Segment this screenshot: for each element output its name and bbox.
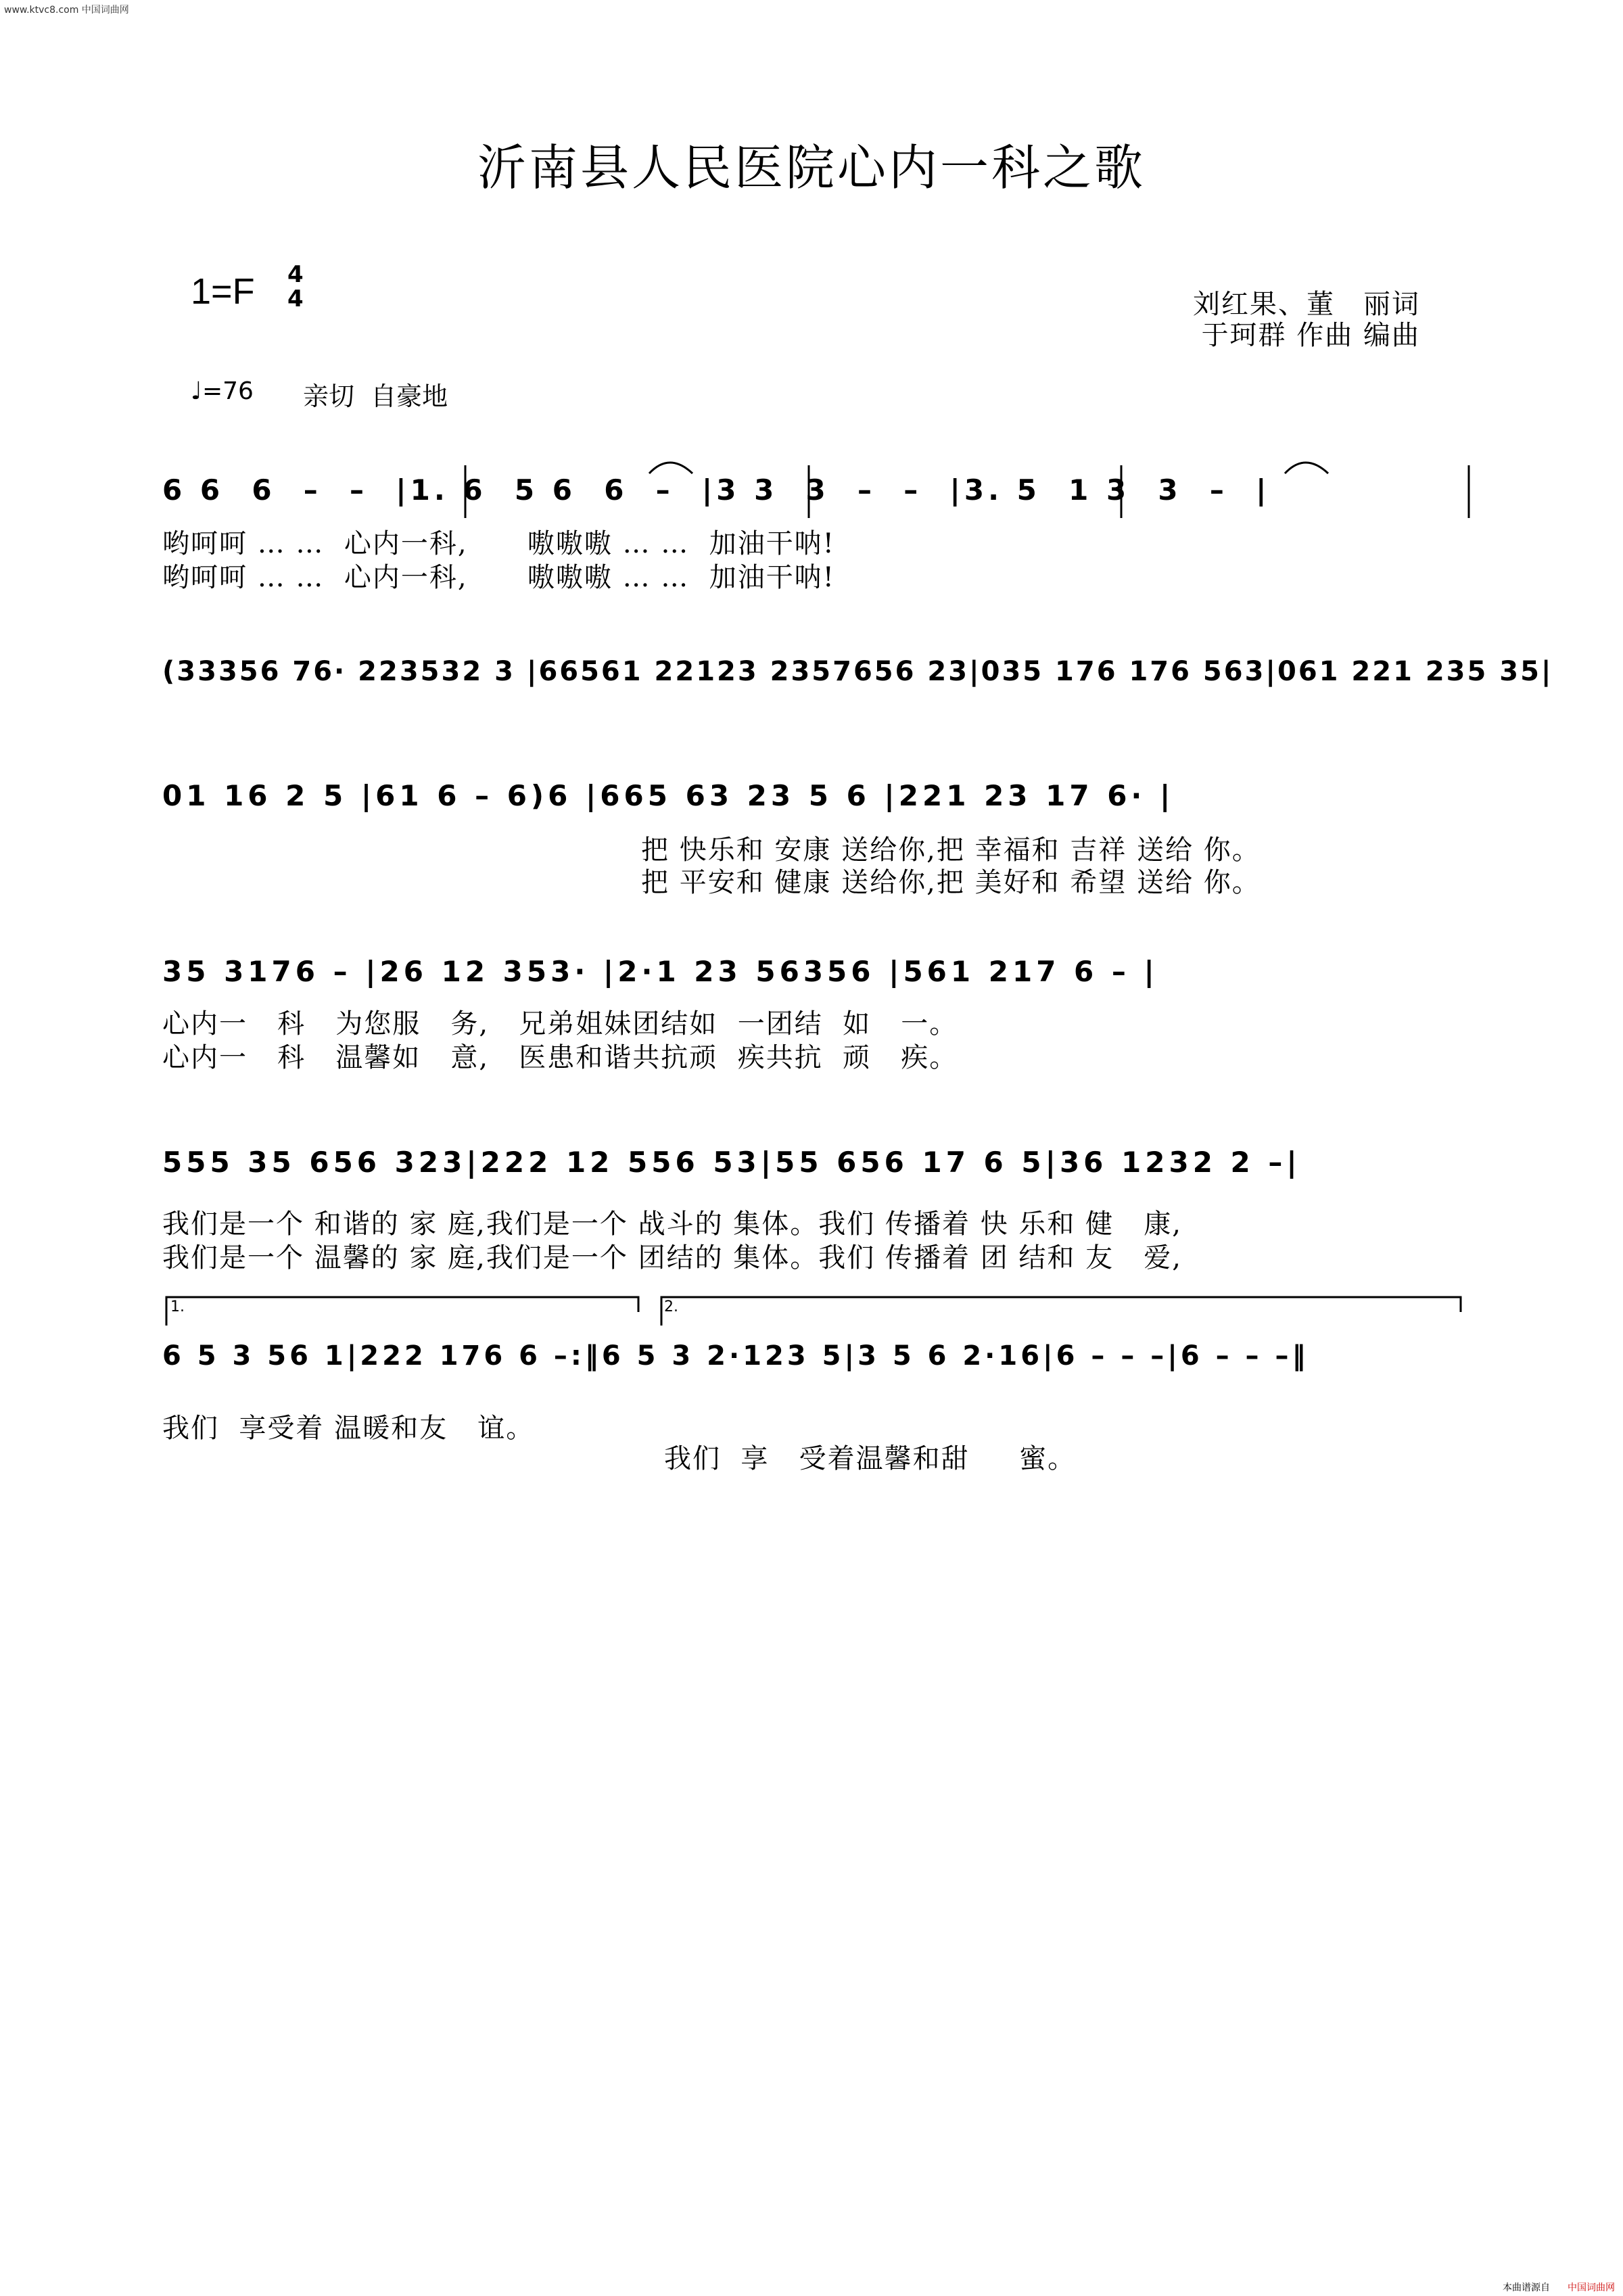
footer-source: 本曲谱源自 — [1503, 2282, 1550, 2293]
volta-1-label: 1. — [170, 1298, 185, 1315]
volta-2-label: 2. — [664, 1298, 678, 1315]
lyricist-credit: 刘红果、董 丽词 — [1193, 289, 1420, 320]
notation-row-2: (33356 76· 223532 3 |66561 22123 2357656 23|035 176 176 563|061 221 235 35| — [162, 656, 1553, 687]
footer-site: 中国词曲网 — [1568, 2282, 1615, 2293]
lyric-row-6-ending-1: 我们 享受着 温暖和友 谊。 — [162, 1413, 535, 1444]
notation-row-5: 555 35 656 323|222 12 556 53|55 656 17 6 5|36 1232 2 –| — [162, 1146, 1301, 1179]
notation-row-4: 35 3176 – |26 12 353· |2·1 23 56356 |561 217 6 – | — [162, 955, 1158, 988]
site-header: www.ktvc8.com 中国词曲网 — [4, 5, 129, 16]
lyric-row-6-ending-2: 我们 享 受着温馨和甜 蜜。 — [664, 1443, 1077, 1474]
lyric-row-4-verse-2: 心内一 科 温馨如 意, 医患和谐共抗顽 疾共抗 顽 疾。 — [162, 1042, 958, 1073]
lyric-row-1-verse-1: 哟呵呵 … … 心内一科, 嗷嗷嗷 … … 加油干呐! — [162, 528, 835, 559]
key-signature: 1=F — [191, 271, 255, 312]
notation-row-1: 6 6 6 – – |1. 6 5 6 6 – |3 3 3 – – |3. 5 1 3 3 – | — [162, 473, 1271, 507]
song-title: 沂南县人民医院心内一科之歌 — [477, 139, 1146, 196]
lyric-row-3-verse-2: 把 平安和 健康 送给你,把 美好和 希望 送给 你。 — [641, 867, 1261, 898]
lyric-row-5-verse-2: 我们是一个 温馨的 家 庭,我们是一个 团结的 集体。我们 传播着 团 结和 友 爱, — [162, 1242, 1183, 1273]
lyric-row-3-verse-1: 把 快乐和 安康 送给你,把 幸福和 吉祥 送给 你。 — [641, 835, 1261, 866]
composer-credit: 于珂群 作曲 编曲 — [1201, 320, 1420, 351]
tempo-mark: ♩=76 — [191, 377, 254, 405]
notation-row-3: 01 16 2 5 |61 6 – 6)6 |665 63 23 5 6 |221 23 17 6· | — [162, 779, 1175, 812]
expression-mark: 亲切 自豪地 — [303, 381, 448, 411]
time-signature-bottom: 4 — [287, 285, 304, 312]
lyric-row-1-verse-2: 哟呵呵 … … 心内一科, 嗷嗷嗷 … … 加油干呐! — [162, 562, 835, 593]
time-signature-top: 4 — [287, 261, 304, 288]
notation-row-6: 6 5 3 56 1|222 176 6 –:‖6 5 3 2·123 5|3 5 6 2·16|6 – – –|6 – – –‖ — [162, 1340, 1309, 1372]
lyric-row-4-verse-1: 心内一 科 为您服 务, 兄弟姐妹团结如 一团结 如 一。 — [162, 1008, 958, 1039]
lyric-row-5-verse-1: 我们是一个 和谐的 家 庭,我们是一个 战斗的 集体。我们 传播着 快 乐和 健 康, — [162, 1209, 1183, 1240]
